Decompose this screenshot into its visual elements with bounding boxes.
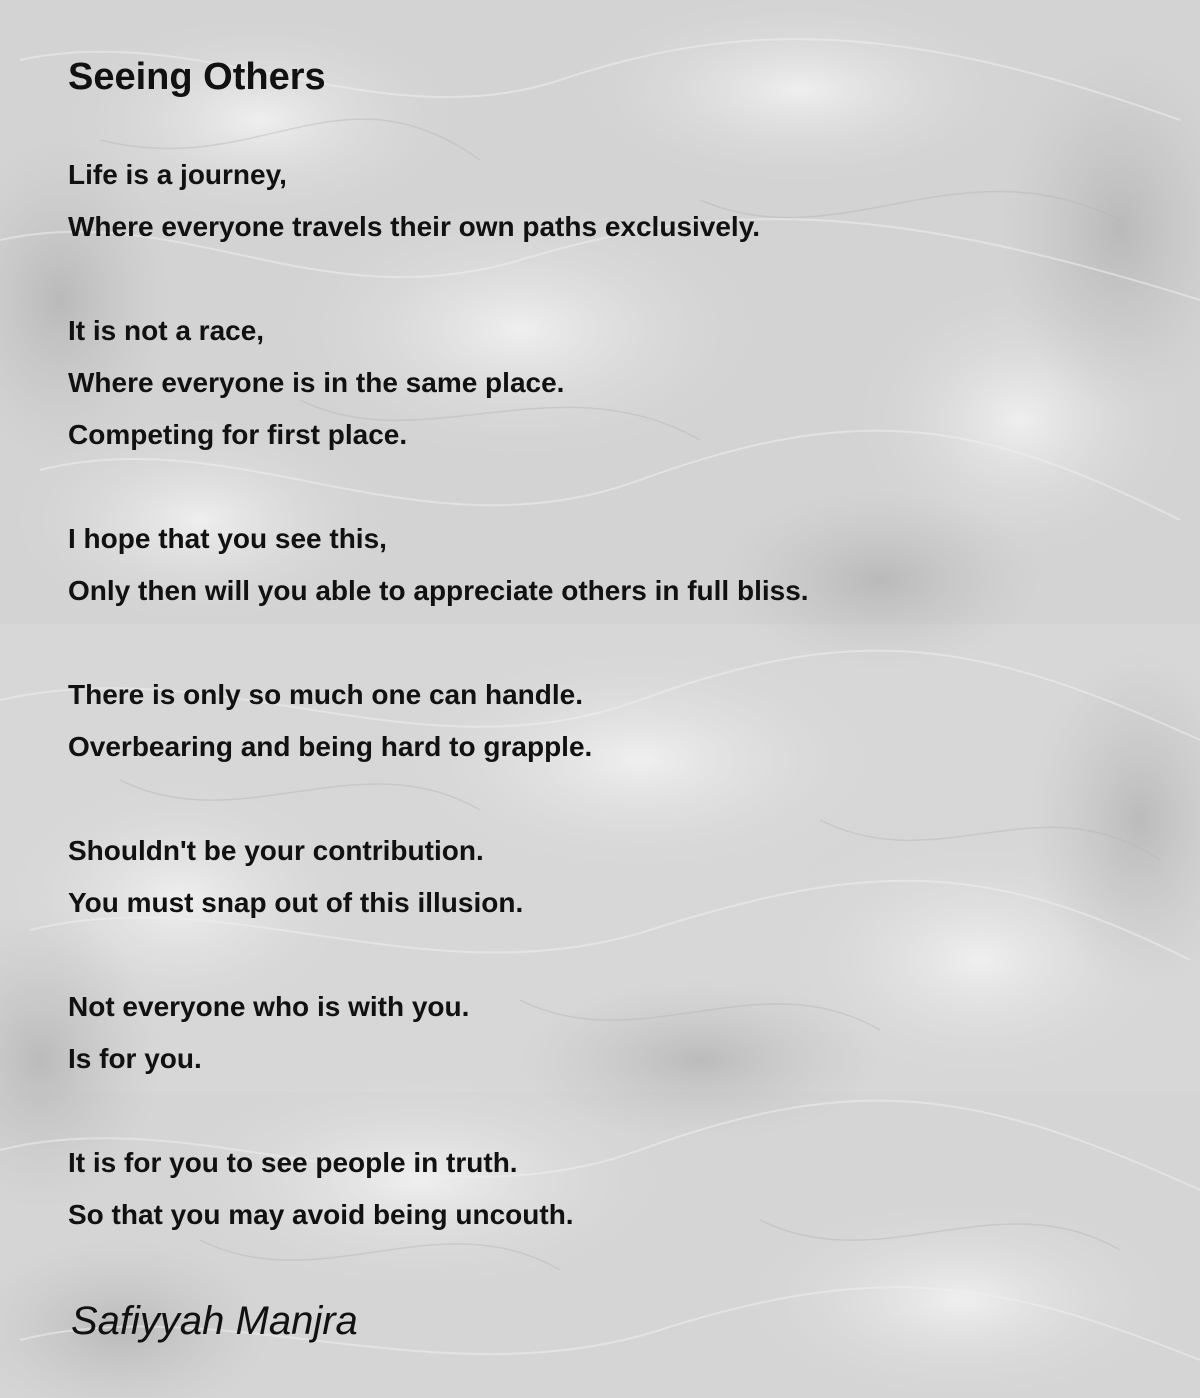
poem-author: Safiyyah Manjra <box>71 1299 358 1343</box>
poem-stanza-3 <box>68 513 809 617</box>
poem-line: Where everyone is in the same place. <box>68 367 565 398</box>
poem-line: You must snap out of this illusion. <box>68 887 524 918</box>
poem-line: So that you may avoid being uncouth. <box>68 1199 574 1230</box>
poem-line: Overbearing and being hard to grapple. <box>68 731 593 762</box>
poem-line: Where everyone travels their own paths exclusively. <box>68 211 760 242</box>
poem-line: Is for you. <box>68 1043 202 1074</box>
poem-line: Shouldn't be your contribution. <box>68 835 484 866</box>
poem-stanza-1 <box>68 149 760 253</box>
poem-line: There is only so much one can handle. <box>68 679 584 710</box>
poem-line: It is not a race, <box>68 315 265 346</box>
poem-line: It is for you to see people in truth. <box>68 1147 518 1178</box>
poem-stanza-6 <box>68 981 469 1085</box>
poem-stanza-5 <box>68 825 523 929</box>
poem-line: Competing for first place. <box>68 419 408 450</box>
poem-line: Not everyone who is with you. <box>68 991 470 1022</box>
poem-line: Only then will you able to appreciate others in full bliss. <box>68 575 809 606</box>
poem-stanza-4 <box>68 669 592 773</box>
poem-stanza-2 <box>68 305 564 461</box>
poem-stanza-7 <box>68 1137 574 1241</box>
poem-line: Life is a journey, <box>68 159 287 190</box>
poem-line: I hope that you see this, <box>68 523 387 554</box>
poem-title: Seeing Others <box>68 56 326 98</box>
